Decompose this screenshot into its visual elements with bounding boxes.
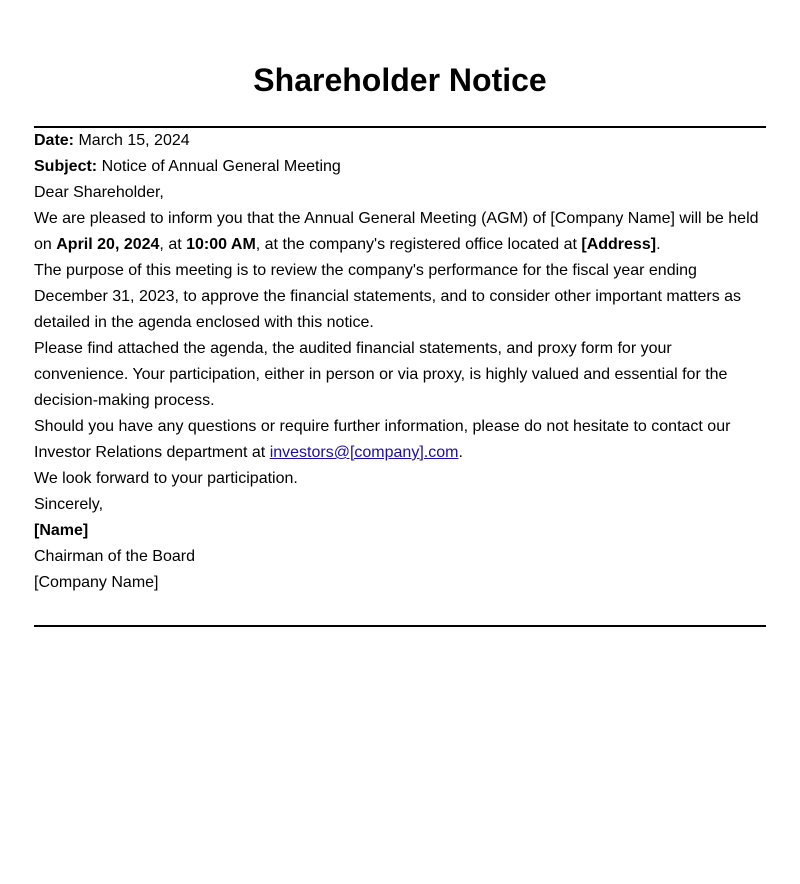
paragraph-attachments: Please find attached the agenda, the audited financial statements, and proxy form for your convenience. Your participation, either in person or via proxy, is highly valued and essential for the decision-making process.: [34, 340, 728, 409]
sign-off: Sincerely,: [34, 496, 104, 513]
bottom-divider: [34, 625, 766, 627]
subject-value: Notice of Annual General Meeting: [97, 158, 341, 175]
greeting: Dear Shareholder,: [34, 184, 164, 201]
closing-line: We look forward to your participation.: [34, 470, 298, 487]
signer-position: Chairman of the Board: [34, 548, 195, 565]
para4-text-a: Should you have any questions or require further information, please do not hesitate to contact our Investor Relations department at: [34, 418, 731, 461]
paragraph-contact: [34, 414, 766, 466]
date-label: Date:: [34, 132, 75, 149]
meeting-time: 10:00 AM: [186, 236, 256, 253]
letter-content: [34, 128, 766, 596]
paragraph-meeting-details: [34, 206, 766, 258]
para1-text-c: , at the company's registered office located at: [255, 236, 582, 253]
para1-text-b: , at: [159, 236, 187, 253]
date-value: March 15, 2024: [74, 132, 190, 149]
para1-text-d: .: [656, 236, 661, 253]
subject-line: [34, 154, 766, 180]
date-line: [34, 128, 766, 154]
para1-text-a: We are pleased to inform you that the Annual General Meeting (AGM) of [Company Name] will be held on: [34, 210, 759, 253]
investor-relations-email-link[interactable]: investors@[company].com: [269, 444, 459, 461]
meeting-date: April 20, 2024: [56, 236, 160, 253]
page-title: Shareholder Notice: [253, 62, 547, 98]
signer-company: [Company Name]: [34, 574, 159, 591]
document-page: [34, 0, 766, 627]
subject-label: Subject:: [34, 158, 98, 175]
paragraph-purpose: The purpose of this meeting is to review the company's performance for the fiscal year ending December 31, 2023, to approve the financial statements, and to consider other important matters as detailed in the agenda enclosed with this notice.: [34, 262, 742, 331]
signer-name: [Name]: [34, 522, 89, 539]
para4-text-b: .: [458, 444, 463, 461]
meeting-address: [Address]: [581, 236, 657, 253]
